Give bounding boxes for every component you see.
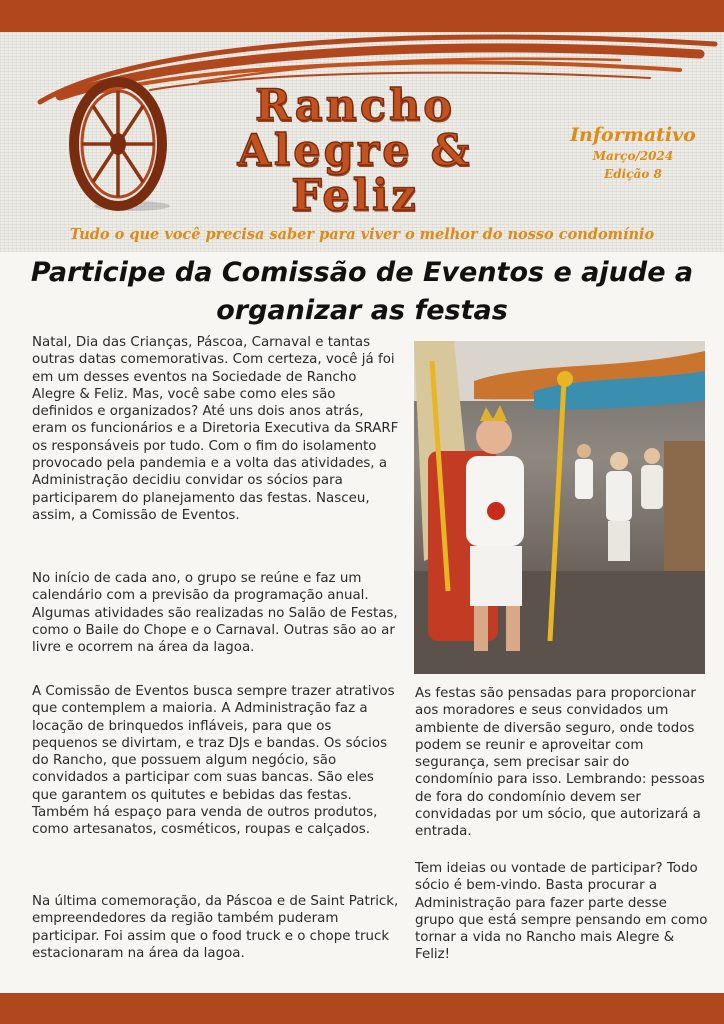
article-paragraph: As festas são pensadas para proporcionar aos moradores e seus convidados um ambiente de diversão seguro, onde todos podem se reunir e aproveitar com segurança, sem precisar sair do condomínio para isso. Lembrando: pessoas de fora do condomínio devem ser convidadas por um sócio, que autorizará a entrada. [415,686,705,840]
masthead [0,32,724,252]
masthead-title-line-1: Rancho [255,81,455,131]
top-band [0,0,724,32]
issue-date: Março/2024 [592,149,674,163]
article-paragraph: A Comissão de Eventos busca sempre trazer atrativos que contemplem a maioria. A Administração faz a locação de brinquedos infláveis, para que os pequenos se divirtam, e traz DJs e bandas. Os sócios do Rancho, que possuem algum negócio, são convidados a participar com suas bancas. São eles que garantem os quitutes e bebidas das festas. Também há espaço para venda de outros produtos, como artesanatos, cosméticos, roupas e calçados. [32,684,395,838]
newsletter-label: Informativo [570,124,696,146]
article-paragraph: Na última comemoração, da Páscoa e de Saint Patrick, empreendedores da região também puderam participar. Foi assim que o food truck e o chope truck estacionaram na área da lagoa. [32,894,399,961]
tagline: Tudo o que você precisa saber para viver o melhor do nosso condomínio [69,226,655,243]
article-paragraph: Tem ideias ou vontade de participar? Todo sócio é bem-vindo. Basta procurar a Administração para fazer parte desse grupo que está sempre pensando em como tornar a vida no Rancho mais Alegre & Feliz! [415,861,708,963]
masthead-title-line-2: Alegre & [237,126,473,176]
event-photo [414,341,705,674]
party-scene-illustration [414,341,705,674]
issue-edition: Edição 8 [604,167,662,181]
article-paragraph: Natal, Dia das Crianças, Páscoa, Carnaval e tantas outras datas comemorativas. Com certeza, você já foi em um desses eventos na Sociedade de Rancho Alegre & Feliz. Mas, você sabe como eles são definidos e organizados? Até uns dois anos atrás, eram os funcionários e a Diretoria Executiva da SRARF os responsáveis por tudo. Com o fim do isolamento provocado pela pandemia e a volta das atividades, a Administração decidiu convidar os sócios para participarem do planejamento das festas. Nasceu, assim, a Comissão de Eventos. [32,335,399,523]
article-headline: Participe da Comissão de Eventos e ajude a organizar as festas [30,257,694,326]
bottom-band [0,993,724,1024]
masthead-title-line-3: Feliz [291,171,419,221]
article-paragraph: No início de cada ano, o grupo se reúne e faz um calendário com a previsão da programação anual. Algumas atividades são realizadas no Salão de Festas, como o Baile do Chope e o Carnaval. Outras são ao ar livre e ocorrem na área da lagoa. [32,571,398,656]
wagon-wheel-icon [68,76,172,212]
